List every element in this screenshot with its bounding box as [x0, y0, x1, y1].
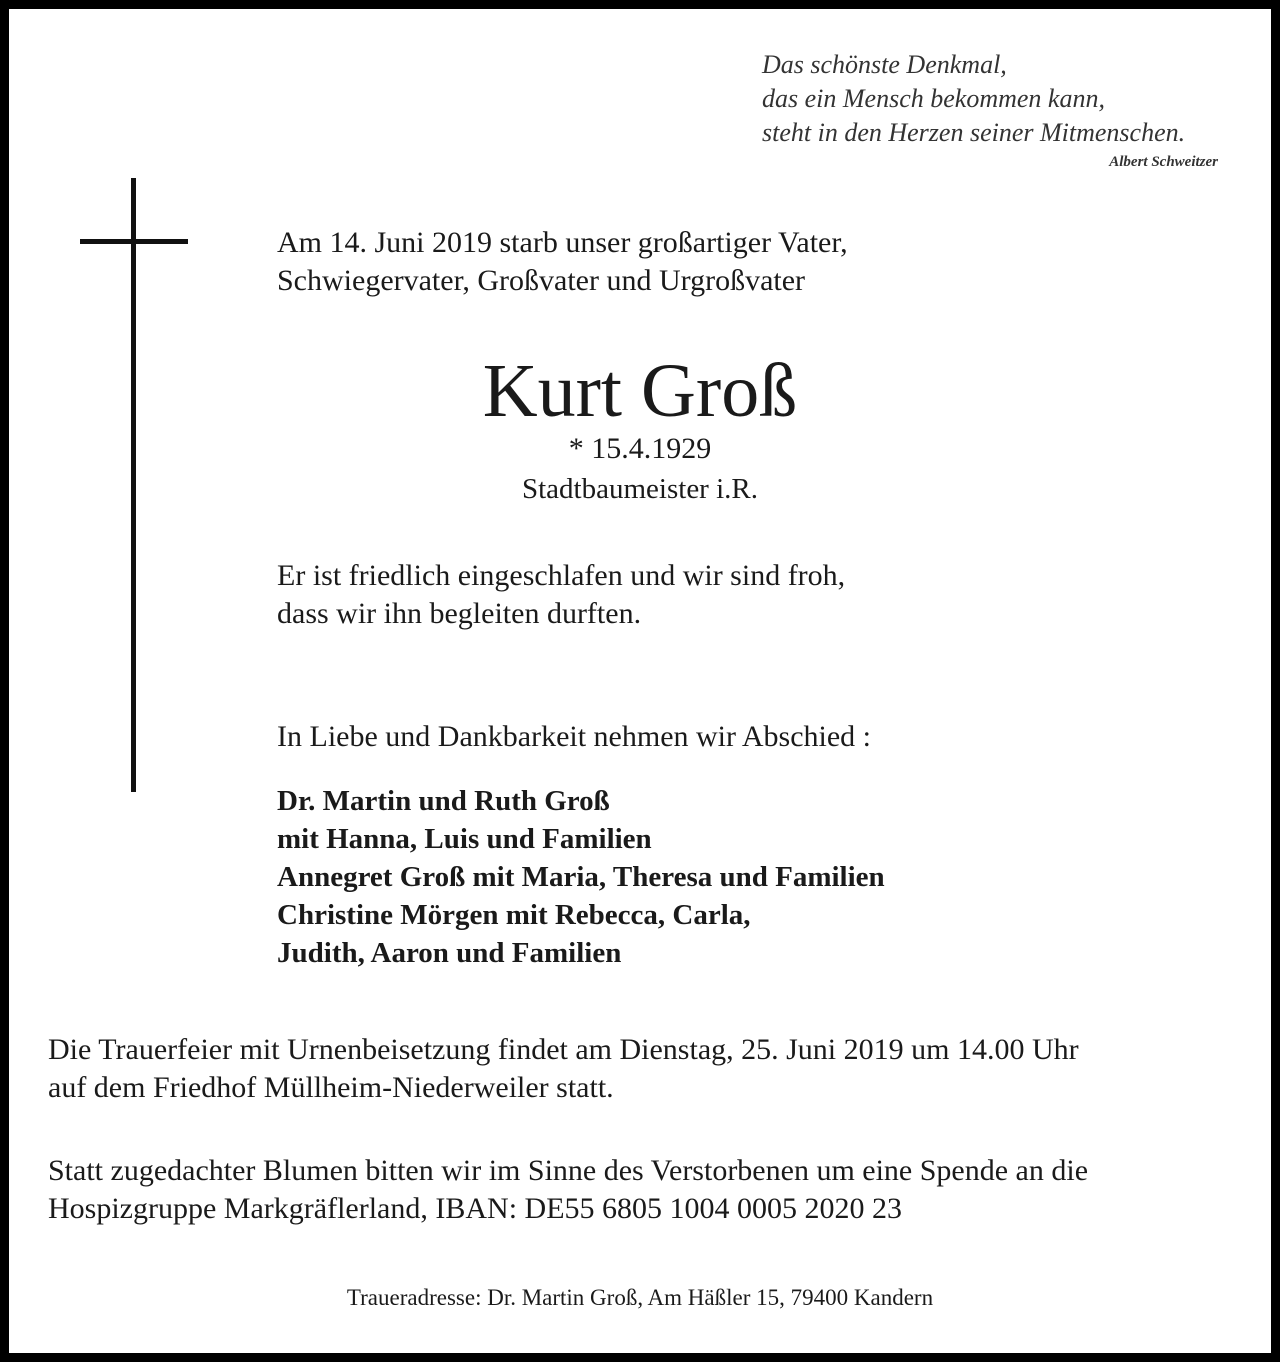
- profession: Stadtbaumeister i.R.: [522, 473, 758, 505]
- mourning-address: Traueradresse: Dr. Martin Groß, Am Häßler 15, 79400 Kandern: [346, 1285, 934, 1310]
- death-announcement: [277, 224, 848, 300]
- donation-line: Statt zugedachter Blumen bitten wir im Sinne des Verstorbenen um eine Spende an die: [48, 1154, 1089, 1187]
- deceased-name: Kurt Groß: [482, 349, 798, 433]
- service-line: auf dem Friedhof Müllheim-Niederweiler statt.: [48, 1071, 614, 1104]
- peace-statement: [277, 557, 845, 633]
- donation-request: [48, 1152, 1088, 1228]
- quote-line: Das schönste Denkmal,: [762, 50, 1007, 79]
- epigraph-quote: [762, 48, 1185, 150]
- service-line: Die Trauerfeier mit Urnenbeisetzung findet am Dienstag, 25. Juni 2019 um 14.00 Uhr: [48, 1033, 1079, 1066]
- mourners-list: [277, 782, 885, 972]
- mourner-line: Annegret Groß mit Maria, Theresa und Familien: [277, 861, 885, 893]
- peace-line: dass wir ihn begleiten durften.: [277, 597, 642, 630]
- mourner-line: Judith, Aaron und Familien: [277, 937, 622, 969]
- farewell-line: In Liebe und Dankbarkeit nehmen wir Abschied :: [277, 720, 871, 753]
- funeral-service-info: [48, 1031, 1079, 1107]
- quote-line: steht in den Herzen seiner Mitmenschen.: [762, 118, 1186, 147]
- birth-date: * 15.4.1929: [568, 432, 712, 465]
- cross-horizontal-bar: [80, 239, 188, 244]
- peace-line: Er ist friedlich eingeschlafen und wir sind froh,: [277, 559, 846, 592]
- donation-line: Hospizgruppe Markgräflerland, IBAN: DE55 6805 1004 0005 2020 23: [48, 1192, 903, 1225]
- mourner-line: Christine Mörgen mit Rebecca, Carla,: [277, 899, 751, 931]
- quote-author: Albert Schweitzer: [1109, 154, 1218, 170]
- quote-line: das ein Mensch bekommen kann,: [762, 84, 1105, 113]
- mourner-line: Dr. Martin und Ruth Groß: [277, 785, 610, 817]
- announcement-line: Am 14. Juni 2019 starb unser großartiger Vater,: [277, 226, 848, 259]
- mourner-line: mit Hanna, Luis und Familien: [277, 823, 652, 855]
- announcement-line: Schwiegervater, Großvater und Urgroßvater: [277, 264, 806, 297]
